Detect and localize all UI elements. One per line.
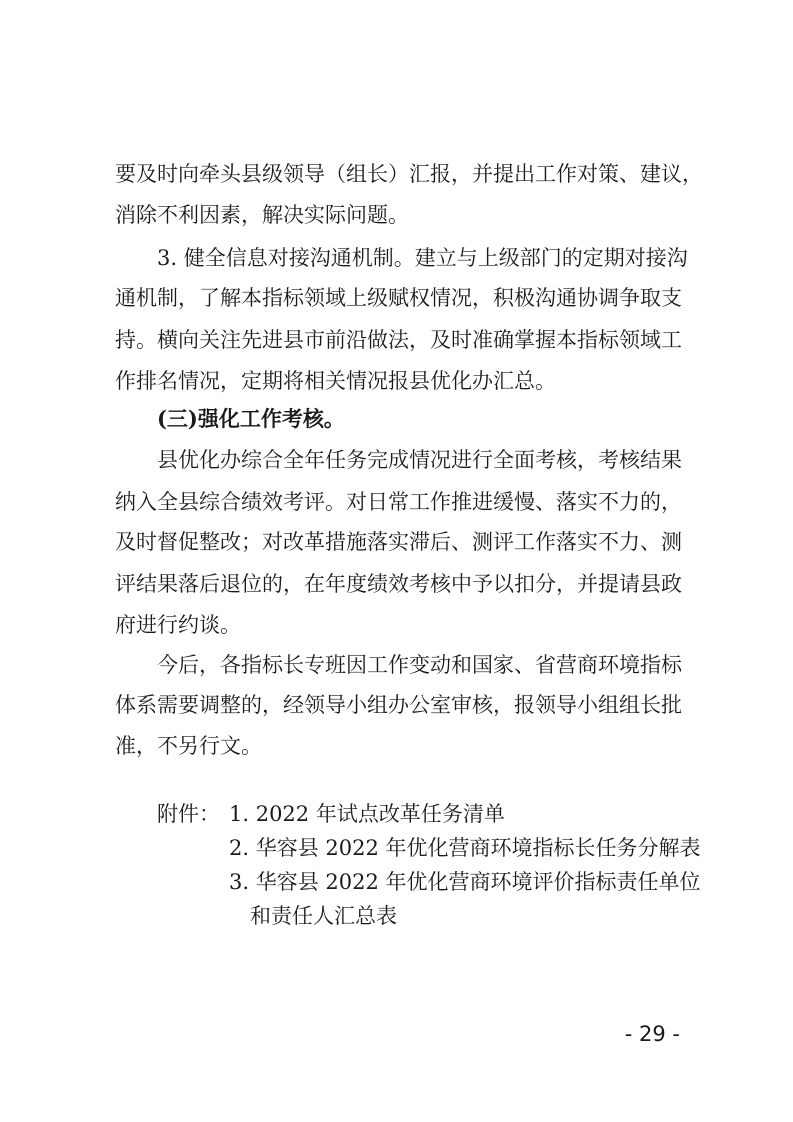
text-line: 3. 健全信息对接沟通机制。建立与上级部门的定期对接沟 [157,246,688,270]
page-number: - 29 - [624,1022,680,1046]
attachment-item: 3. 华容县 2022 年优化营商环境评价指标责任单位 [229,870,701,894]
text-line: 作排名情况，定期将相关情况报县优化办汇总。 [115,369,556,393]
text-line: 府进行约谈。 [115,613,241,637]
attachment-item: 和责任人汇总表 [250,904,397,928]
text-line: 持。横向关注先进县市前沿做法，及时准确掌握本指标领域工 [115,328,682,352]
text-line: 准，不另行文。 [115,734,262,758]
text-line: 消除不利因素，解决实际问题。 [115,203,409,227]
text-line: 要及时向牵头县级领导（组长）汇报，并提出工作对策、建议， [115,162,703,186]
text-line: 通机制，了解本指标领域上级赋权情况，积极沟通协调争取支 [115,286,682,310]
attachment-item: 1. 2022 年试点改革任务清单 [229,802,505,826]
text-line: 及时督促整改；对改革措施落实滞后、测评工作落实不力、测 [115,530,682,554]
section-heading: (三)强化工作考核。 [157,406,345,431]
attachment-item: 2. 华容县 2022 年优化营商环境指标长任务分解表 [229,836,701,860]
attachments-label: 附件： [157,802,220,826]
text-line: 评结果落后退位的，在年度绩效考核中予以扣分，并提请县政 [115,572,682,596]
text-line: 今后，各指标长专班因工作变动和国家、省营商环境指标 [157,653,682,677]
text-line: 县优化办综合全年任务完成情况进行全面考核，考核结果 [157,448,682,472]
text-line: 体系需要调整的，经领导小组办公室审核，报领导小组组长批 [115,693,682,717]
text-line: 纳入全县综合绩效考评。对日常工作推进缓慢、落实不力的， [115,490,682,514]
